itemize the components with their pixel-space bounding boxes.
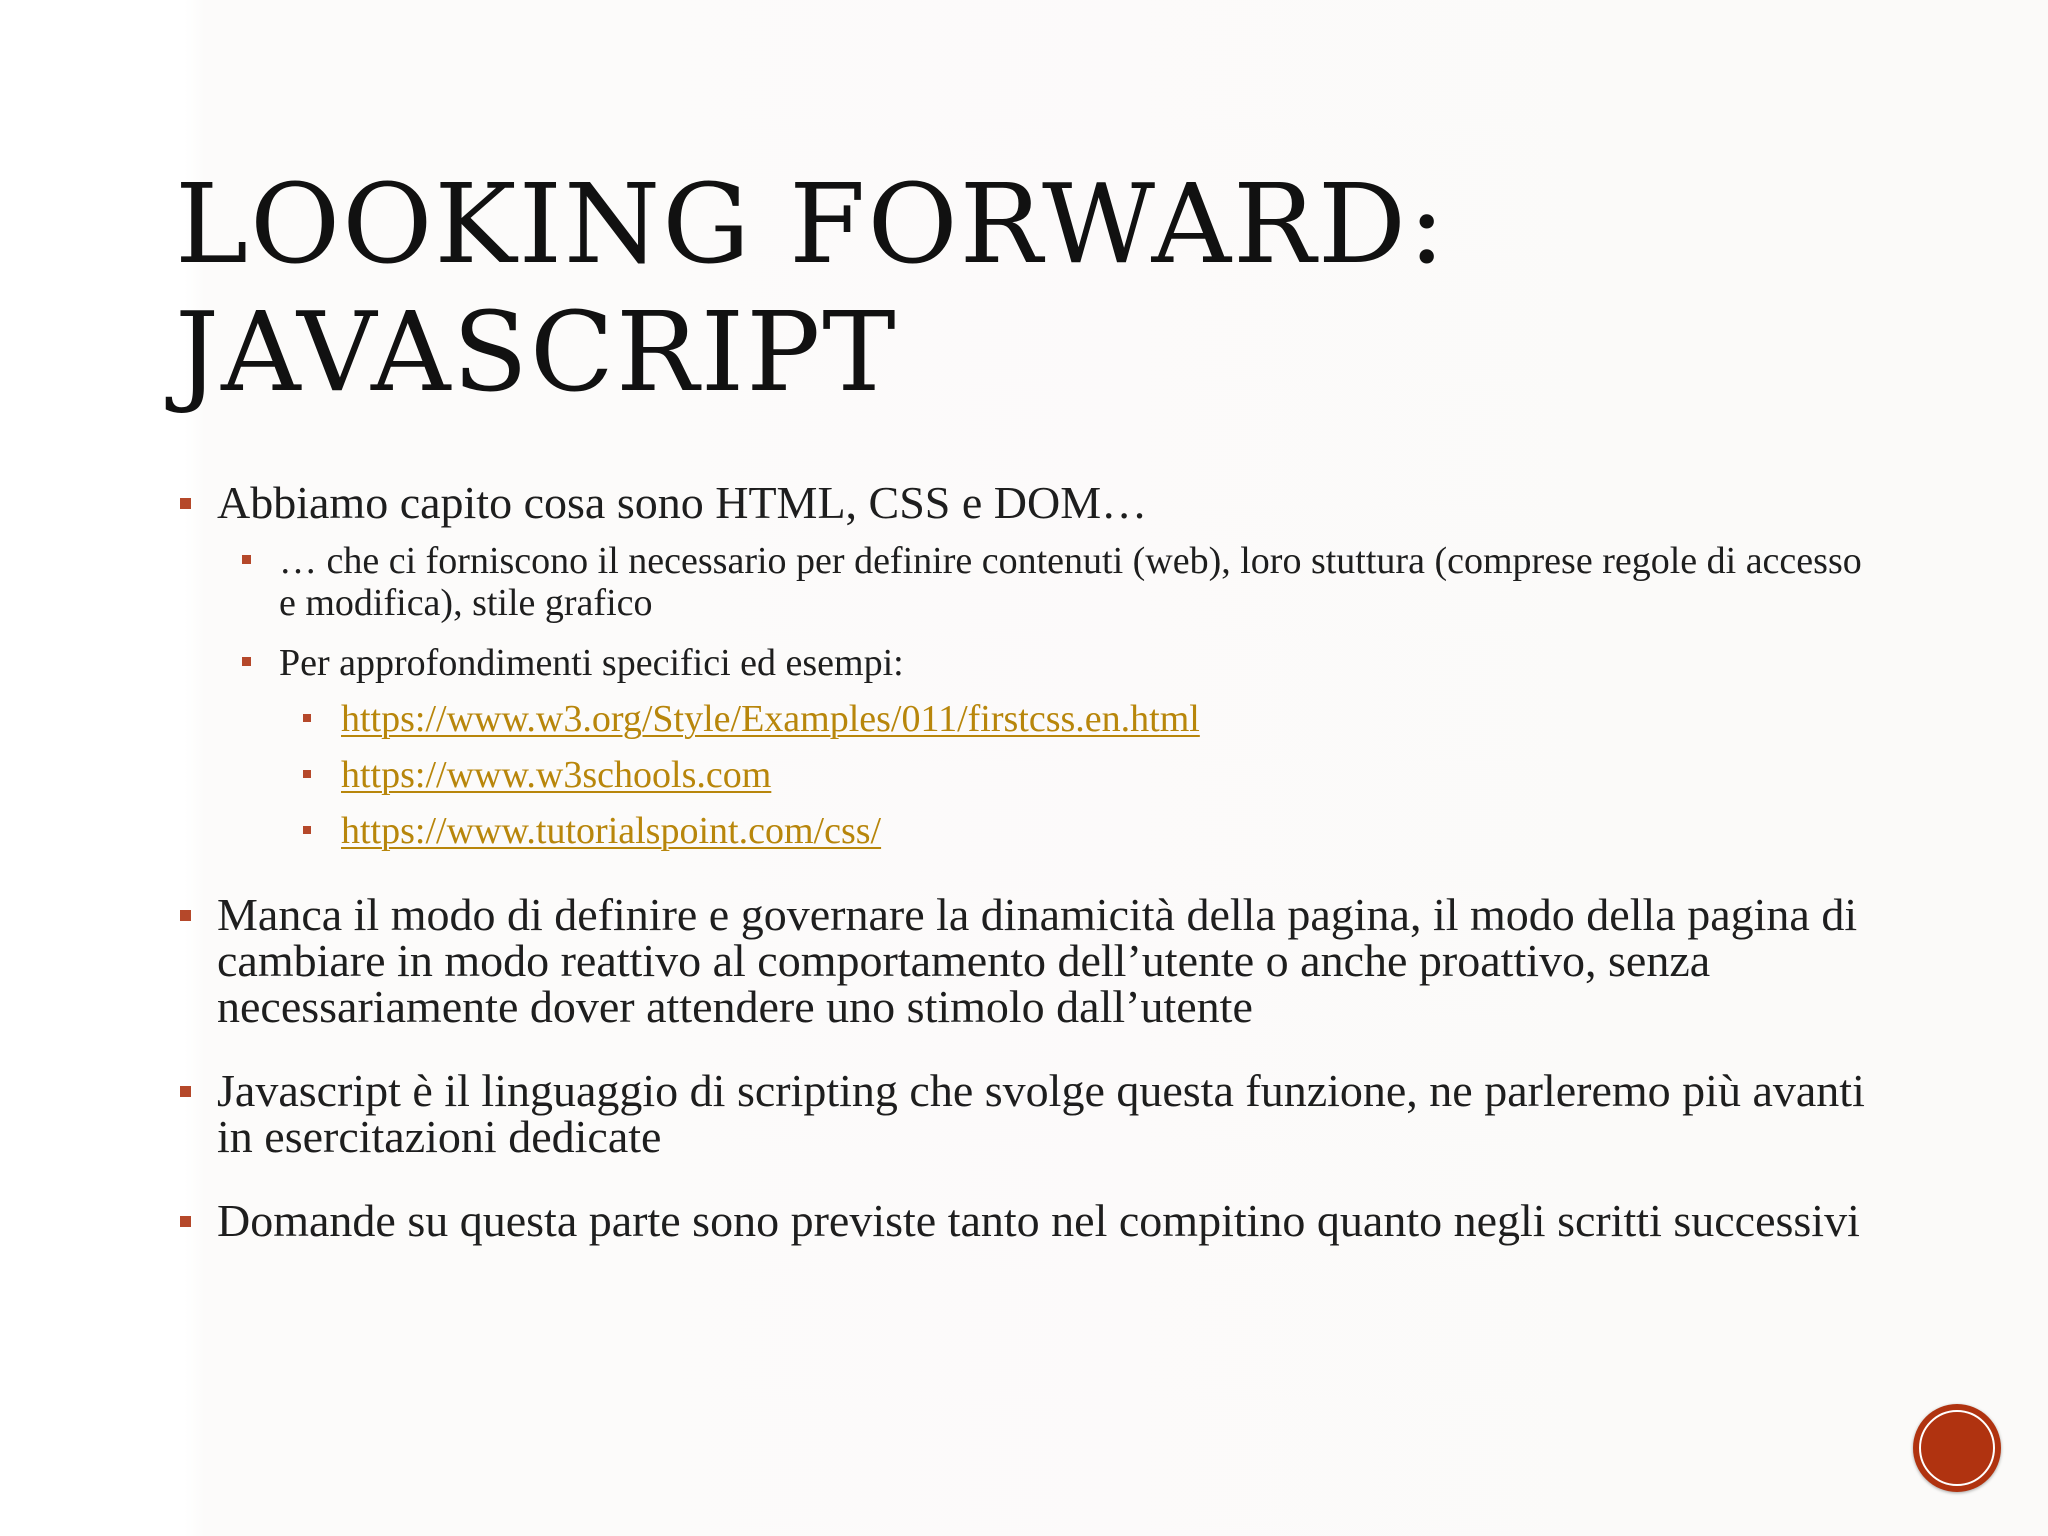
- bullet-text: Manca il modo di definire e governare la dinamicità della pagina, il modo della pagina di cambiare in modo reattivo al comportamento dell’utente o anche proattivo, senza necessariamente dover attendere uno stimolo dall’utente: [217, 889, 1858, 1032]
- sub-bullet-item-contents: [237, 540, 1875, 624]
- title-line-2: JAVASCRIPT: [175, 288, 898, 416]
- title-line-1: LOOKING FORWARD:: [175, 160, 1448, 288]
- square-bullet-icon: [242, 555, 251, 564]
- square-bullet-icon: [303, 714, 311, 722]
- square-bullet-icon: [180, 498, 191, 509]
- square-bullet-icon: [303, 826, 311, 834]
- bullet-item-exam: [175, 1195, 1875, 1246]
- square-bullet-icon: [303, 770, 311, 778]
- square-bullet-icon: [180, 910, 191, 921]
- bullet-text: Javascript è il linguaggio di scripting che svolge questa funzione, ne parleremo più avanti in esercitazioni dedicate: [217, 1065, 1865, 1162]
- bullet-item-javascript: [175, 1065, 1875, 1162]
- link-w3schools[interactable]: https://www.w3schools.com: [341, 754, 772, 796]
- square-bullet-icon: [180, 1216, 191, 1227]
- sub-bullet-item-resources: [237, 642, 1875, 684]
- bullet-item-dynamic: [175, 889, 1875, 1032]
- sub-bullet-text: … che ci forniscono il necessario per definire contenuti (web), loro stuttura (comprese regole di accesso e modifica), stile grafico: [279, 540, 1862, 624]
- bullet-list: [175, 477, 1875, 1246]
- bullet-text: Domande su questa parte sono previste tanto nel compitino quanto negli scritti successivi: [217, 1195, 1860, 1246]
- nav-ring-icon: [1919, 1410, 1995, 1486]
- bullet-item-html-css-dom: [175, 477, 1875, 528]
- link-item-w3schools: [299, 754, 1875, 796]
- link-item-w3org: [299, 698, 1875, 740]
- square-bullet-icon: [242, 657, 251, 666]
- link-item-tutorialspoint: [299, 810, 1875, 852]
- circle-nav-button[interactable]: [1913, 1404, 2001, 1492]
- bullet-text: Abbiamo capito cosa sono HTML, CSS e DOM…: [217, 477, 1148, 528]
- link-tutorialspoint[interactable]: https://www.tutorialspoint.com/css/: [341, 810, 882, 852]
- link-w3org[interactable]: https://www.w3.org/Style/Examples/011/firstcss.en.html: [341, 698, 1200, 740]
- slide-title: [175, 160, 1875, 416]
- square-bullet-icon: [180, 1086, 191, 1097]
- sub-bullet-text: Per approfondimenti specifici ed esempi:: [279, 642, 904, 684]
